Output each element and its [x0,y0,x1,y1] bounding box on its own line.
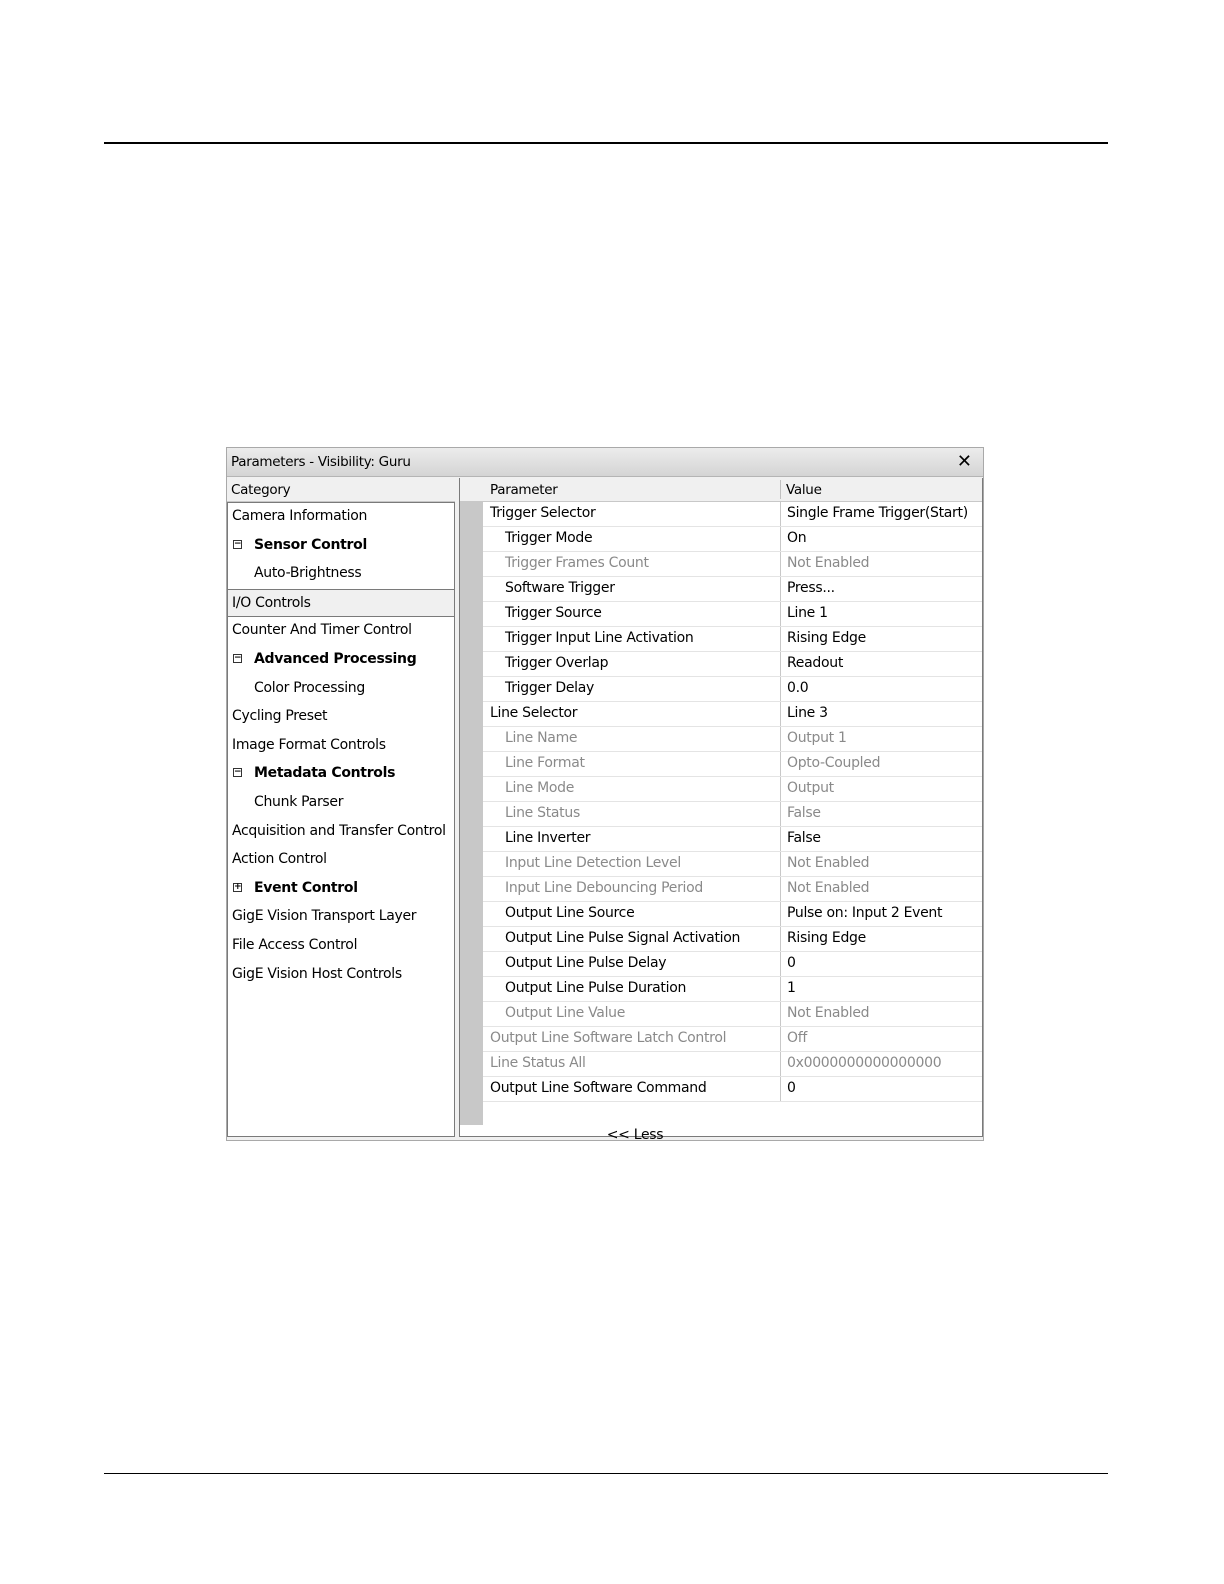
parameter-value: Output 1 [787,730,847,746]
value-divider [780,777,781,801]
category-item-label: Acquisition and Transfer Control [232,822,446,839]
parameter-row[interactable] [483,502,982,527]
parameter-value[interactable]: Line 3 [787,705,828,721]
parameter-value: False [787,805,821,821]
parameter-name: Trigger Mode [505,530,593,546]
window-titlebar [227,448,983,477]
parameter-row[interactable] [483,802,982,827]
parameter-name: Line Selector [490,705,578,721]
parameter-name: Output Line Software Command [490,1080,707,1096]
value-divider [780,627,781,651]
category-item-label: Counter And Timer Control [232,622,412,639]
parameter-row[interactable] [483,977,982,1002]
parameter-value[interactable]: Readout [787,655,844,671]
parameter-row[interactable] [483,1052,982,1077]
parameter-name: Output Line Software Latch Control [490,1030,727,1046]
parameter-row[interactable] [483,552,982,577]
category-item[interactable] [228,789,454,817]
value-divider [780,802,781,826]
parameter-value[interactable]: Pulse on: Input 2 Event [787,905,943,921]
parameter-value: Not Enabled [787,555,870,571]
collapse-icon[interactable]: − [234,538,242,549]
value-divider [780,652,781,676]
value-divider [780,852,781,876]
close-icon[interactable]: ✕ [956,451,972,472]
parameter-row[interactable] [483,952,982,977]
parameter-value[interactable]: On [787,530,807,546]
category-item-label: Action Control [232,851,327,868]
page-top-rule [104,142,1108,144]
value-divider [780,877,781,901]
parameter-name: Output Line Source [505,905,635,921]
parameter-name: Line Format [505,755,585,771]
value-divider [780,502,781,526]
category-item-label: Metadata Controls [254,765,396,782]
column-divider[interactable] [780,480,781,499]
value-divider [780,902,781,926]
parameter-row[interactable] [483,652,982,677]
collapse-icon[interactable]: − [234,653,242,663]
parameter-name: Output Line Pulse Duration [505,980,687,996]
value-divider [780,927,781,951]
category-item[interactable] [228,560,454,588]
category-item[interactable] [228,503,454,531]
category-item[interactable] [228,932,454,960]
parameter-row[interactable] [483,1002,982,1027]
value-divider [780,577,781,601]
value-divider [780,977,781,1001]
collapse-icon[interactable]: − [234,767,242,778]
category-item[interactable] [228,589,454,617]
parameter-value[interactable]: Rising Edge [787,930,866,946]
value-divider [780,602,781,626]
parameter-grid-header [460,478,982,502]
category-item[interactable] [228,846,454,874]
category-item-label: GigE Vision Transport Layer [232,908,417,925]
category-item-label: Chunk Parser [254,794,344,810]
parameter-value[interactable]: 0.0 [787,680,809,696]
less-button[interactable]: << Less [606,1127,664,1143]
category-item-label: Sensor Control [254,536,367,553]
parameter-column-header[interactable]: Parameter [490,482,558,498]
category-item-label: File Access Control [232,937,358,953]
parameter-value: Not Enabled [787,1005,870,1021]
parameter-name: Line Status [505,805,580,821]
parameter-row[interactable] [483,677,982,702]
category-item-label: GigE Vision Host Controls [232,965,402,982]
parameter-row[interactable] [483,727,982,752]
parameter-row[interactable] [483,577,982,602]
category-item-label: Advanced Processing [254,651,417,667]
category-item[interactable] [228,875,454,903]
parameter-row[interactable] [483,602,982,627]
parameter-row[interactable] [483,527,982,552]
value-divider [780,752,781,776]
parameter-row[interactable] [483,752,982,777]
parameter-row[interactable] [483,852,982,877]
value-divider [780,1077,781,1101]
parameter-name: Trigger Source [505,605,602,621]
category-item[interactable] [228,818,454,846]
category-header [227,478,455,502]
category-item[interactable] [228,760,454,788]
parameter-row[interactable] [483,1077,982,1102]
parameter-name: Trigger Delay [505,680,594,696]
parameter-row[interactable] [483,777,982,802]
parameter-name: Line Status All [490,1055,586,1071]
value-divider [780,1027,781,1051]
parameter-name: Line Name [505,730,578,746]
parameter-value[interactable]: 0 [787,1080,796,1096]
parameter-name: Input Line Debouncing Period [505,880,703,896]
parameter-value[interactable]: Single Frame Trigger(Start) [787,505,968,521]
parameter-name: Trigger Overlap [505,655,609,671]
category-item[interactable] [228,703,454,731]
parameter-name: Trigger Selector [490,505,596,521]
parameter-value: Not Enabled [787,855,870,871]
parameter-row[interactable] [483,927,982,952]
category-item[interactable] [228,961,454,989]
parameter-value[interactable]: Press... [787,580,835,596]
value-column-header[interactable]: Value [786,482,822,498]
parameter-value[interactable]: 1 [787,980,796,996]
row-gutter [460,502,483,1125]
parameter-value[interactable]: Rising Edge [787,630,866,646]
value-divider [780,1002,781,1026]
parameter-value: Opto-Coupled [787,755,881,771]
value-divider [780,552,781,576]
category-item[interactable] [228,903,454,931]
parameter-name: Trigger Input Line Activation [505,630,694,646]
category-item-label: I/O Controls [232,594,311,611]
parameter-row[interactable] [483,902,982,927]
parameter-grid [459,478,983,1143]
parameter-name: Output Line Value [505,1005,626,1021]
category-list[interactable] [227,502,455,1137]
parameter-row[interactable] [483,877,982,902]
category-item-label: Auto-Brightness [254,565,362,582]
parameter-name: Line Inverter [505,830,591,846]
expand-icon[interactable]: + [234,881,242,892]
parameter-name: Output Line Pulse Delay [505,955,667,971]
window-title: Parameters - Visibility: Guru [231,454,411,470]
parameter-value[interactable]: False [787,830,821,846]
category-item-label: Camera Information [232,508,368,524]
category-item-label: Cycling Preset [232,708,328,725]
parameter-row[interactable] [483,627,982,652]
parameter-row[interactable] [483,1027,982,1052]
parameter-row[interactable] [483,827,982,852]
category-item[interactable] [228,732,454,760]
parameter-value[interactable]: Line 1 [787,605,828,621]
value-divider [780,702,781,726]
parameter-row[interactable] [483,702,982,727]
value-divider [780,952,781,976]
category-item[interactable] [228,675,454,703]
parameter-name: Trigger Frames Count [505,555,649,571]
parameter-value: Output [787,780,834,796]
parameter-name: Line Mode [505,780,575,796]
parameter-name: Software Trigger [505,580,615,596]
parameter-value: 0x0000000000000000 [787,1055,942,1071]
category-header-label: Category [231,482,291,498]
category-item-label: Event Control [254,879,358,896]
page-bottom-rule [104,1473,1108,1474]
value-divider [780,527,781,551]
value-divider [780,1052,781,1076]
value-divider [780,827,781,851]
parameter-name: Output Line Pulse Signal Activation [505,930,741,946]
category-item[interactable] [228,617,454,645]
parameter-value: Not Enabled [787,880,870,896]
parameters-window [226,447,984,1141]
parameter-name: Input Line Detection Level [505,855,681,871]
category-item[interactable] [228,646,454,674]
value-divider [780,677,781,701]
category-item-label: Image Format Controls [232,736,386,753]
parameter-value[interactable]: 0 [787,955,796,971]
parameter-value: Off [787,1030,807,1046]
category-item[interactable] [228,532,454,560]
parameter-rows [483,502,982,1102]
category-item-label: Color Processing [254,679,365,696]
value-divider [780,727,781,751]
